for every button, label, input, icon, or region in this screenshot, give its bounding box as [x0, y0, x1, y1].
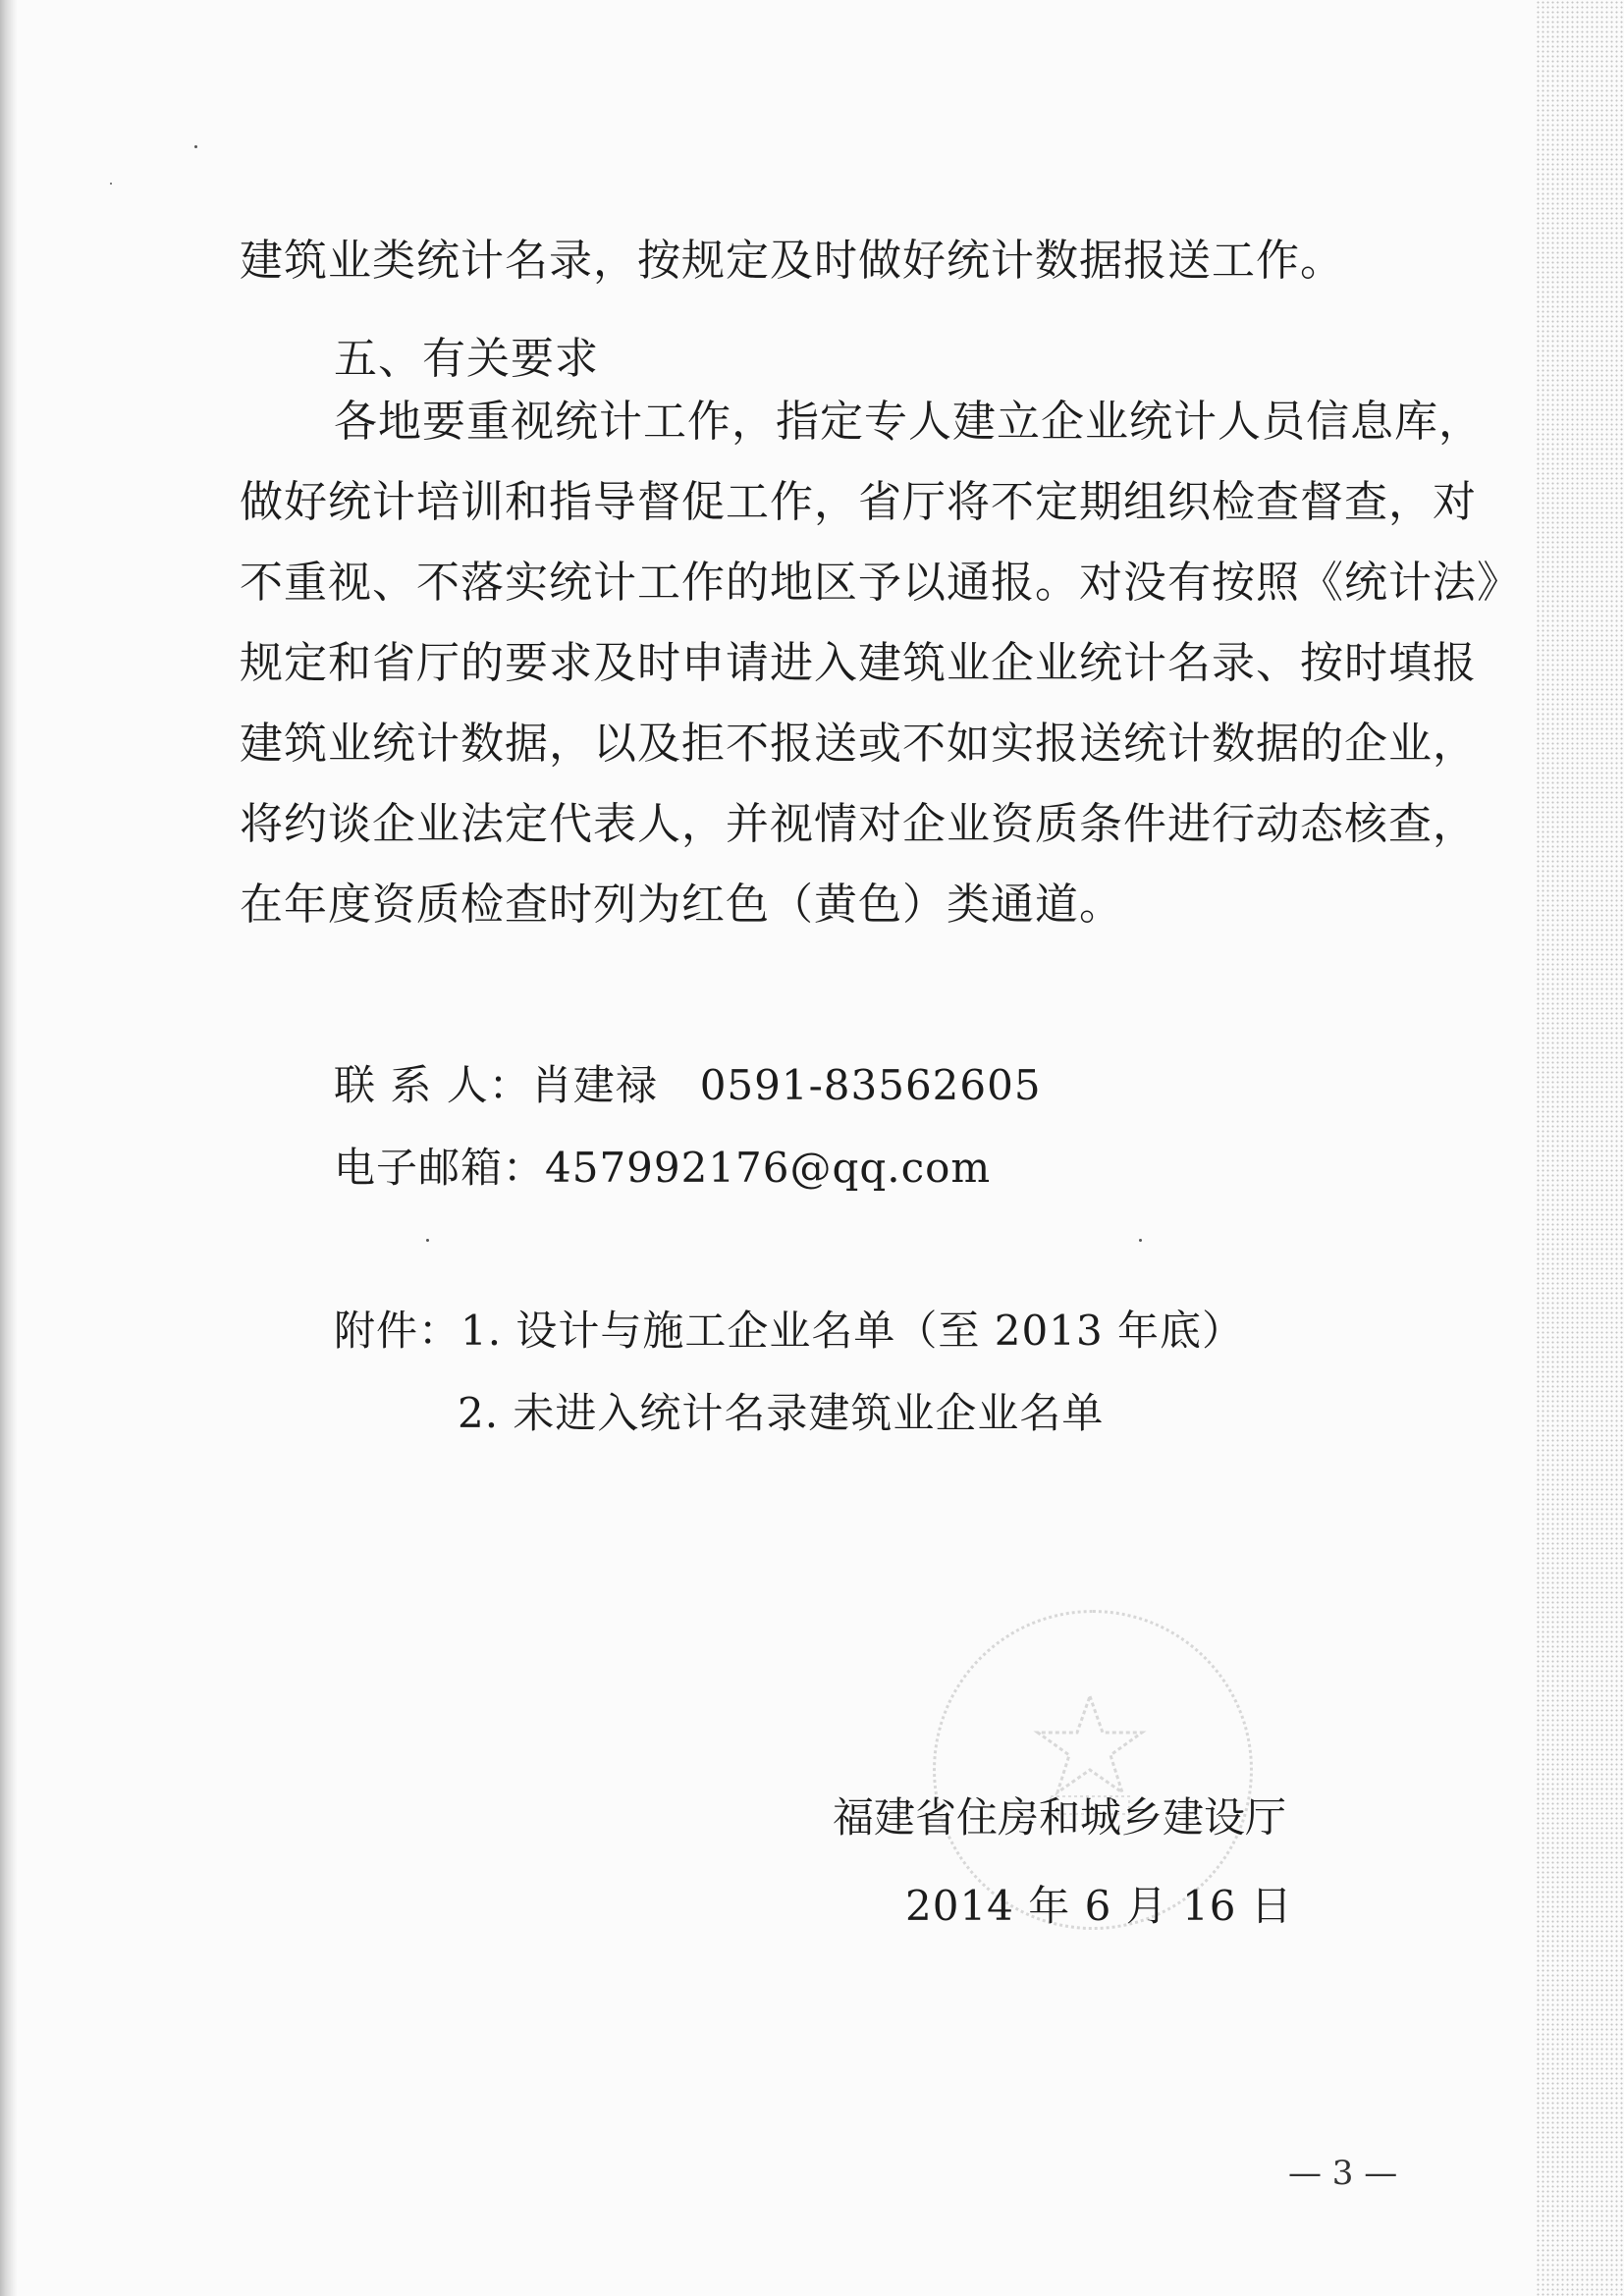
scan-noise-strip	[1536, 0, 1624, 2296]
binding-edge	[0, 0, 18, 2296]
scan-speck	[1139, 1239, 1142, 1242]
attachment-item: 附件：1. 设计与施工企业名单（至 2013 年底）	[334, 1307, 1245, 1355]
requirement-line: 不重视、不落实统计工作的地区予以通报。对没有按照《统计法》	[240, 558, 1521, 608]
requirement-line: 做好统计培训和指导督促工作，省厅将不定期组织检查督查，对	[240, 477, 1477, 527]
scan-speck	[426, 1239, 429, 1242]
section-heading: 五、有关要求	[334, 334, 599, 384]
requirement-line: 将约谈企业法定代表人，并视情对企业资质条件进行动态核查，	[240, 799, 1477, 849]
paragraph-tail: 建筑业类统计名录，按规定及时做好统计数据报送工作。	[240, 236, 1344, 286]
page-number: — 3 —	[1288, 2154, 1398, 2193]
scan-speck	[110, 183, 112, 185]
requirement-line: 在年度资质检查时列为红色（黄色）类通道。	[240, 880, 1123, 930]
contact-email: 电子邮箱：457992176@qq.com	[334, 1144, 992, 1192]
contact-person: 联 系 人：肖建禄 0591-83562605	[334, 1061, 1042, 1109]
requirement-line: 规定和省厅的要求及时申请进入建筑业企业统计名录、按时填报	[240, 638, 1477, 688]
scan-speck	[194, 145, 197, 148]
signature-org: 福建省住房和城乡建设厅	[833, 1793, 1287, 1842]
attachment-item: 2. 未进入统计名录建筑业企业名单	[458, 1389, 1105, 1437]
signature-date: 2014 年 6 月 16 日	[905, 1882, 1293, 1930]
requirement-line: 建筑业统计数据，以及拒不报送或不如实报送统计数据的企业，	[240, 719, 1477, 769]
requirement-line: 各地要重视统计工作，指定专人建立企业统计人员信息库，	[334, 397, 1483, 447]
